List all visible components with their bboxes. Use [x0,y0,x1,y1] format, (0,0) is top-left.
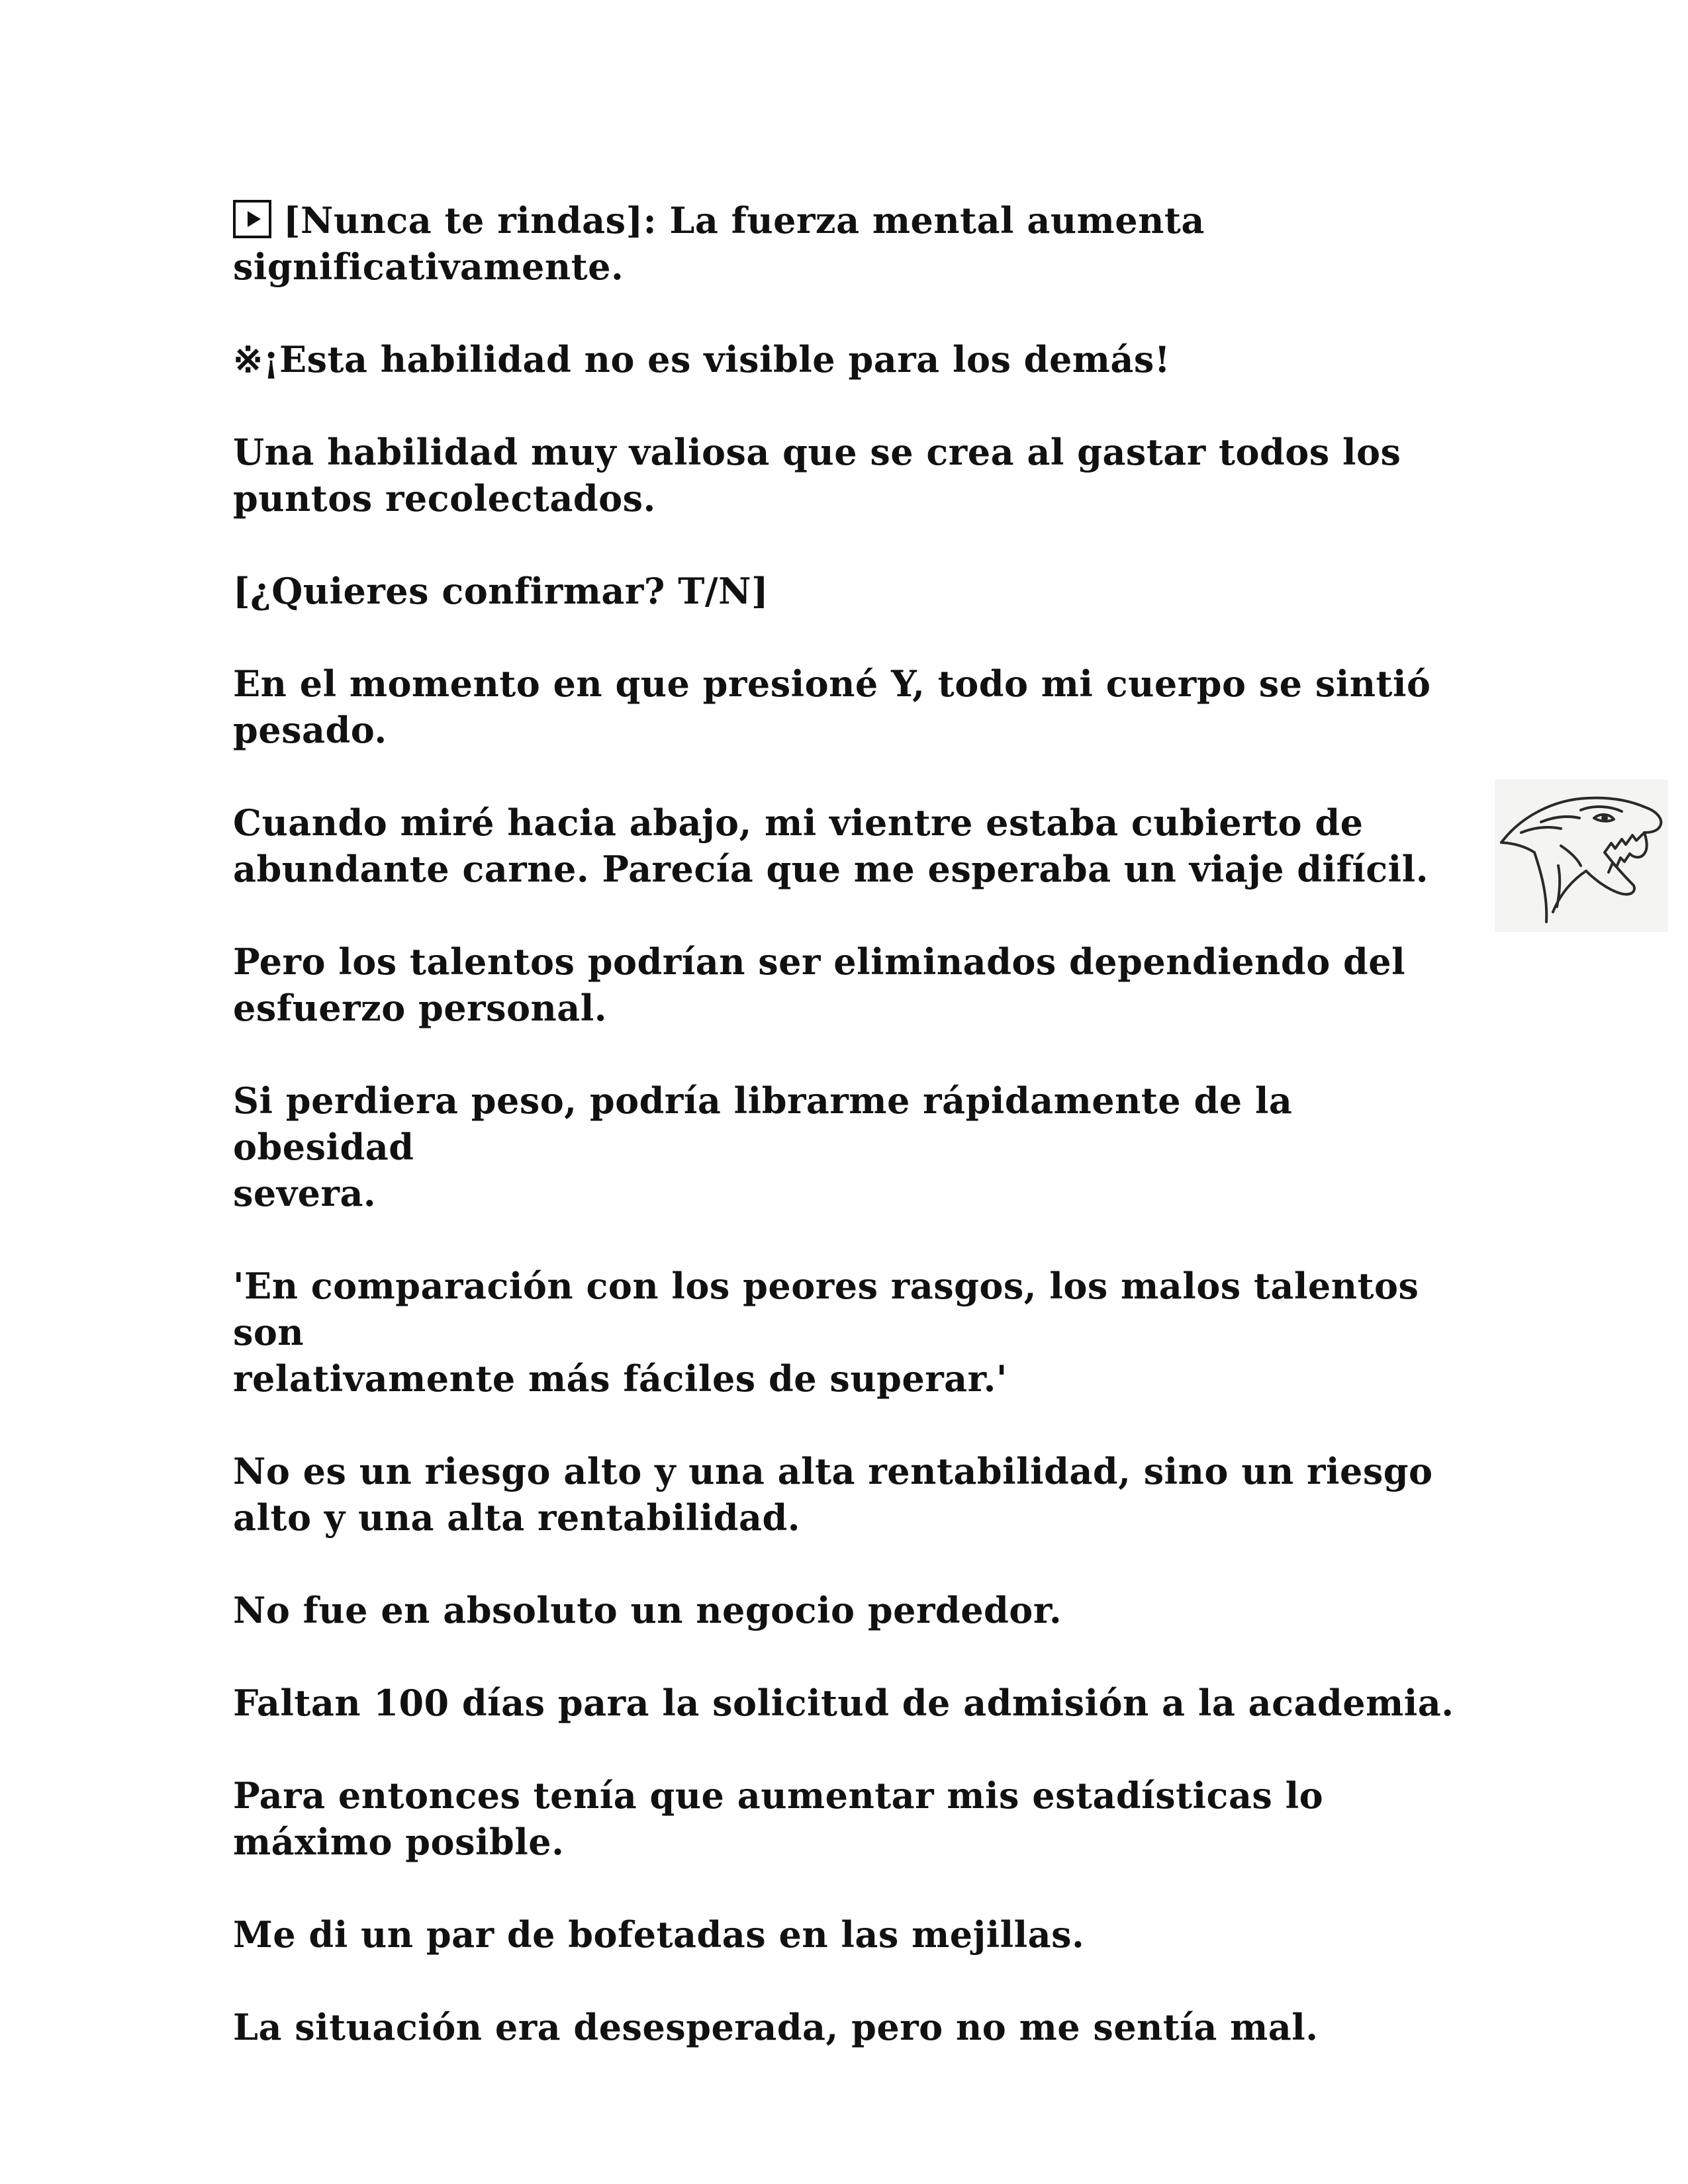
paragraph-4: [¿Quieres confirmar? T/N] [233,570,769,612]
paragraph-10: No es un riesgo alto y una alta rentabilidad, sino un riesgo alto y una alta rentabilidad. [233,1450,1433,1539]
paragraph-8: Si perdiera peso, podría librarme rápidamente de la obesidad severa. [233,1079,1293,1214]
paragraph-12: Faltan 100 días para la solicitud de admisión a la academia. [233,1682,1454,1724]
paragraph-3: Una habilidad muy valiosa que se crea al gastar todos los puntos recolectados. [233,431,1401,520]
paragraph-2: ※¡Esta habilidad no es visible para los demás! [233,338,1171,381]
dinosaur-head-logo [1495,780,1668,932]
play-icon [233,200,271,238]
paragraph-7: Pero los talentos podrían ser eliminados dependiendo del esfuerzo personal. [233,940,1406,1029]
dinosaur-head-icon [1495,780,1668,932]
paragraph-15: La situación era desesperada, pero no me sentía mal. [233,2006,1319,2048]
paragraph-1 [233,197,1477,290]
paragraph-11: No fue en absoluto un negocio perdedor. [233,1589,1062,1631]
paragraph-1-text: [Nunca te rindas]: La fuerza mental aumenta significativamente. [233,199,1205,288]
paragraph-9: 'En comparación con los peores rasgos, los malos talentos son relativamente más fáciles de superar.' [233,1265,1419,1400]
paragraph-13: Para entonces tenía que aumentar mis estadísticas lo máximo posible. [233,1774,1324,1863]
paragraph-6: Cuando miré hacia abajo, mi vientre estaba cubierto de abundante carne. Parecía que me esperaba un viaje difícil. [233,801,1429,890]
paragraph-14: Me di un par de bofetadas en las mejillas. [233,1913,1085,1956]
document-body [233,197,1477,2097]
paragraph-5: En el momento en que presioné Y, todo mi cuerpo se sintió pesado. [233,662,1431,751]
